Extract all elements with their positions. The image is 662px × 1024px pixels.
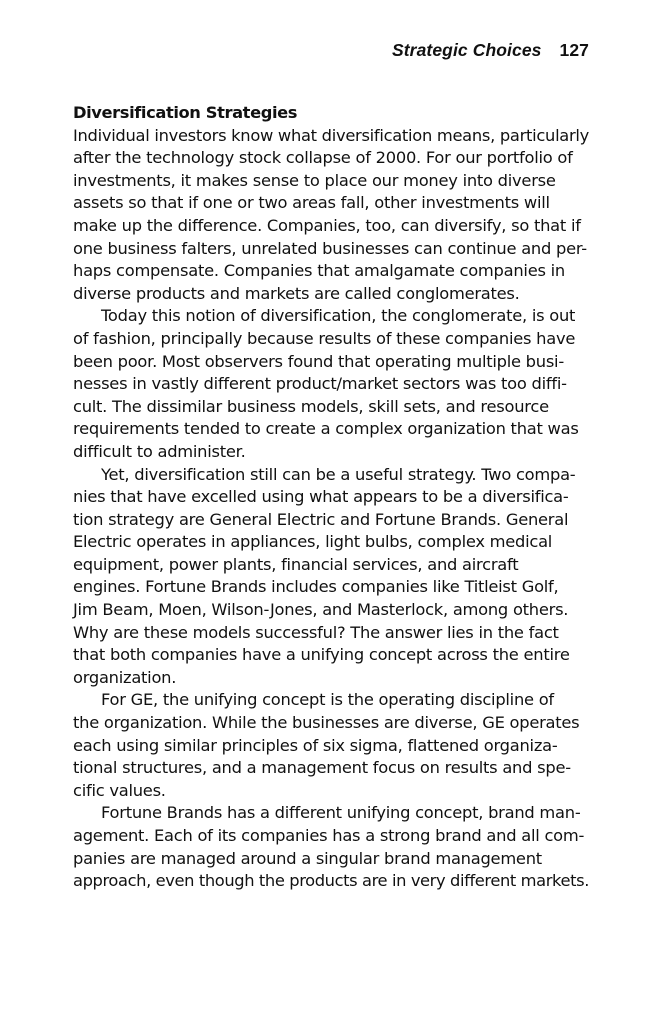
text-line: Fortune Brands has a different unifying concept, brand man-	[101, 803, 581, 823]
text-line: panies are managed around a singular brand management	[73, 848, 542, 868]
text-line: the organization. While the businesses are diverse, GE operates	[73, 713, 580, 733]
running-header	[392, 40, 589, 61]
text-line: Individual investors know what diversification means, particularly	[73, 125, 589, 145]
text-line: assets so that if one or two areas fall, other investments will	[73, 193, 550, 213]
text-line: equipment, power plants, financial services, and aircraft	[73, 554, 519, 574]
text-line: one business falters, unrelated businesses can continue and per-	[73, 238, 587, 258]
page-body	[73, 102, 589, 893]
text-line: nesses in vastly different product/market sectors was too diffi-	[73, 374, 567, 394]
text-line: been poor. Most observers found that operating multiple busi-	[73, 351, 564, 371]
text-line: make up the difference. Companies, too, can diversify, so that if	[73, 215, 581, 235]
text-line: Jim Beam, Moen, Wilson-Jones, and Masterlock, among others.	[73, 600, 569, 620]
text-line: Yet, diversification still can be a useful strategy. Two compa-	[101, 464, 576, 484]
running-header-section-title: Strategic Choices	[391, 40, 542, 60]
text-line: investments, it makes sense to place our money into diverse	[73, 170, 556, 190]
text-line: after the technology stock collapse of 2000. For our portfolio of	[73, 148, 573, 168]
text-line: Today this notion of diversification, the conglomerate, is out	[101, 306, 576, 326]
text-line: that both companies have a unifying concept across the entire	[73, 645, 570, 665]
paragraph-5	[73, 802, 589, 892]
text-line: requirements tended to create a complex organization that was	[73, 419, 579, 439]
text-line: diverse products and markets are called conglomerates.	[73, 283, 520, 303]
text-line: approach, even though the products are in very different markets.	[73, 871, 589, 891]
text-line: cific values.	[73, 780, 166, 800]
text-line: difficult to administer.	[73, 441, 246, 461]
paragraph-1	[73, 125, 589, 306]
text-line: agement. Each of its companies has a strong brand and all com-	[73, 826, 585, 845]
paragraph-2	[73, 305, 589, 463]
text-line: haps compensate. Companies that amalgamate companies in	[73, 261, 565, 281]
page-number: 127	[559, 40, 589, 60]
text-line: nies that have excelled using what appears to be a diversifica-	[73, 487, 569, 507]
text-line: organization.	[73, 667, 177, 687]
text-line: cult. The dissimilar business models, skill sets, and resource	[73, 396, 549, 416]
text-line: Electric operates in appliances, light bulbs, complex medical	[73, 532, 553, 552]
section-heading: Diversification Strategies	[73, 103, 298, 122]
text-line: each using similar principles of six sigma, flattened organiza-	[73, 735, 558, 755]
text-line: Why are these models successful? The answer lies in the fact	[73, 622, 559, 642]
text-line: tion strategy are General Electric and Fortune Brands. General	[73, 509, 569, 529]
text-line: of fashion, principally because results of these companies have	[73, 328, 576, 348]
text-line: tional structures, and a management focus on results and spe-	[73, 758, 571, 778]
paragraph-3	[73, 464, 589, 690]
paragraph-4	[73, 689, 589, 802]
text-line: For GE, the unifying concept is the operating discipline of	[101, 690, 554, 710]
text-line: engines. Fortune Brands includes companies like Titleist Golf,	[73, 577, 559, 597]
